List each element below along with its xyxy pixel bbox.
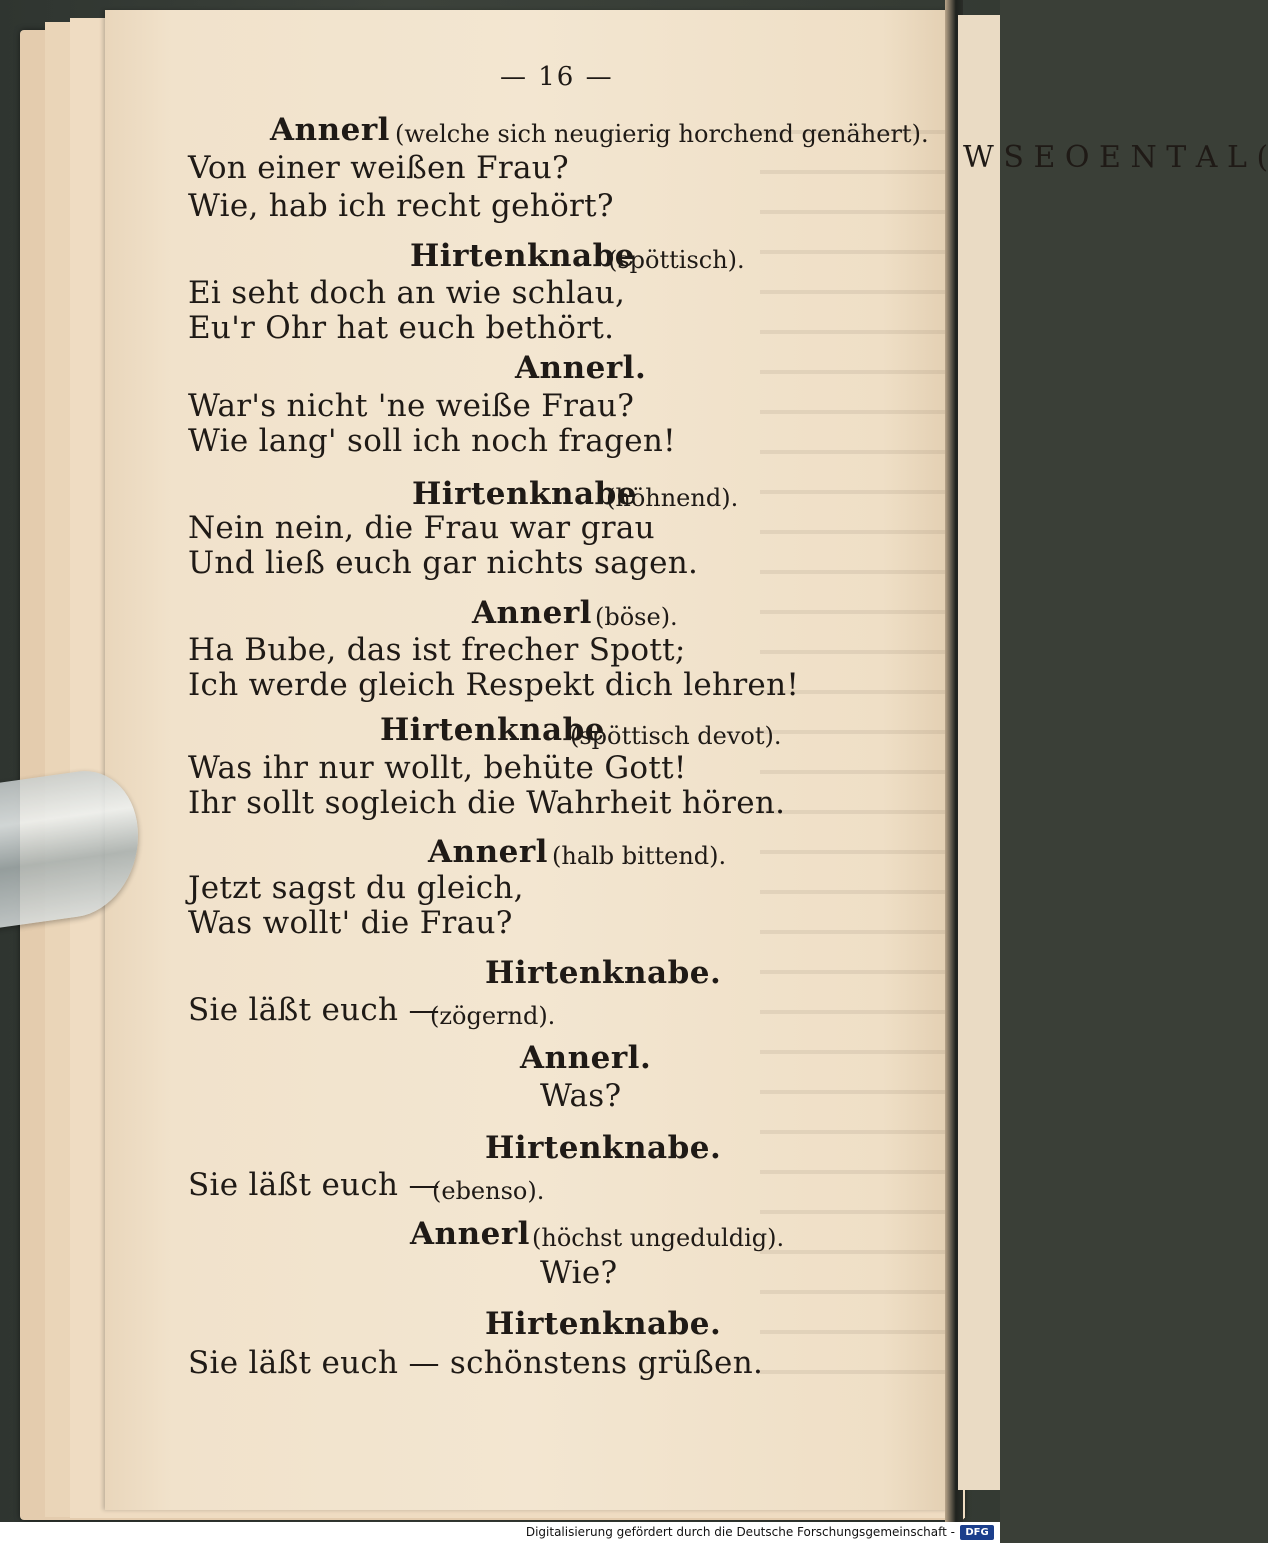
- stage-direction: (böse).: [595, 603, 678, 631]
- facing-page-letters: W S E O E N T A L (: [963, 140, 1268, 175]
- facing-page-edge: [958, 15, 1000, 1490]
- speaker-label: Hirtenknabe: [380, 712, 605, 748]
- speaker-label: Annerl: [410, 1216, 530, 1252]
- bleed-through-texture: [760, 110, 960, 1410]
- verse-line: Wie, hab ich recht gehört?: [188, 188, 614, 224]
- speaker-label: Annerl.: [520, 1040, 652, 1076]
- digitization-credit: Digitalisierung gefördert durch die Deutsche Forschungsgemeinschaft -: [525, 1525, 955, 1539]
- stage-direction: (halb bittend).: [552, 842, 727, 870]
- stage-direction: (ebenso).: [432, 1177, 545, 1205]
- verse-line: Ha Bube, das ist frecher Spott;: [188, 632, 686, 668]
- stage-direction: (zögernd).: [430, 1002, 556, 1030]
- stage-direction: (spöttisch).: [608, 246, 745, 274]
- stage-direction: (höhnend).: [606, 484, 739, 512]
- verse-line: Ihr sollt sogleich die Wahrheit hören.: [188, 785, 786, 821]
- verse-line: Wie?: [540, 1255, 618, 1291]
- speaker-label: Annerl.: [515, 350, 647, 386]
- verse-line: Ich werde gleich Respekt dich lehren!: [188, 667, 800, 703]
- verse-line: Was wollt' die Frau?: [188, 905, 513, 941]
- dfg-logo: DFG: [960, 1525, 994, 1540]
- speaker-label: Hirtenknabe.: [485, 955, 722, 991]
- speaker-label: Annerl: [472, 595, 592, 631]
- verse-line: Was ihr nur wollt, behüte Gott!: [188, 750, 687, 786]
- verse-line: Sie läßt euch —: [188, 1167, 440, 1203]
- verse-line: Nein nein, die Frau war grau: [188, 510, 655, 546]
- stage-direction: (höchst ungeduldig).: [532, 1224, 785, 1252]
- verse-line: Und ließ euch gar nichts sagen.: [188, 545, 699, 581]
- verse-line: Sie läßt euch —: [188, 992, 440, 1028]
- speaker-label: Annerl: [428, 834, 548, 870]
- speaker-label: Hirtenknabe.: [485, 1130, 722, 1166]
- speaker-label: Hirtenknabe: [412, 476, 637, 512]
- verse-line: War's nicht 'ne weiße Frau?: [188, 388, 635, 424]
- speaker-label: Hirtenknabe.: [485, 1306, 722, 1342]
- verse-line: Jetzt sagst du gleich,: [188, 870, 524, 906]
- speaker-label: Hirtenknabe: [410, 238, 635, 274]
- verse-line: Eu'r Ohr hat euch bethört.: [188, 310, 615, 346]
- verse-line: Sie läßt euch — schönstens grüßen.: [188, 1345, 764, 1381]
- stage-direction: (spöttisch devot).: [570, 722, 782, 750]
- verse-line: Was?: [540, 1078, 622, 1114]
- verse-line: Von einer weißen Frau?: [188, 150, 569, 186]
- verse-line: Wie lang' soll ich noch fragen!: [188, 423, 676, 459]
- page-number: — 16 —: [500, 62, 614, 92]
- stage-direction: (welche sich neugierig horchend genähert).: [395, 120, 929, 148]
- speaker-label: Annerl: [270, 112, 390, 148]
- verse-line: Ei seht doch an wie schlau,: [188, 275, 626, 311]
